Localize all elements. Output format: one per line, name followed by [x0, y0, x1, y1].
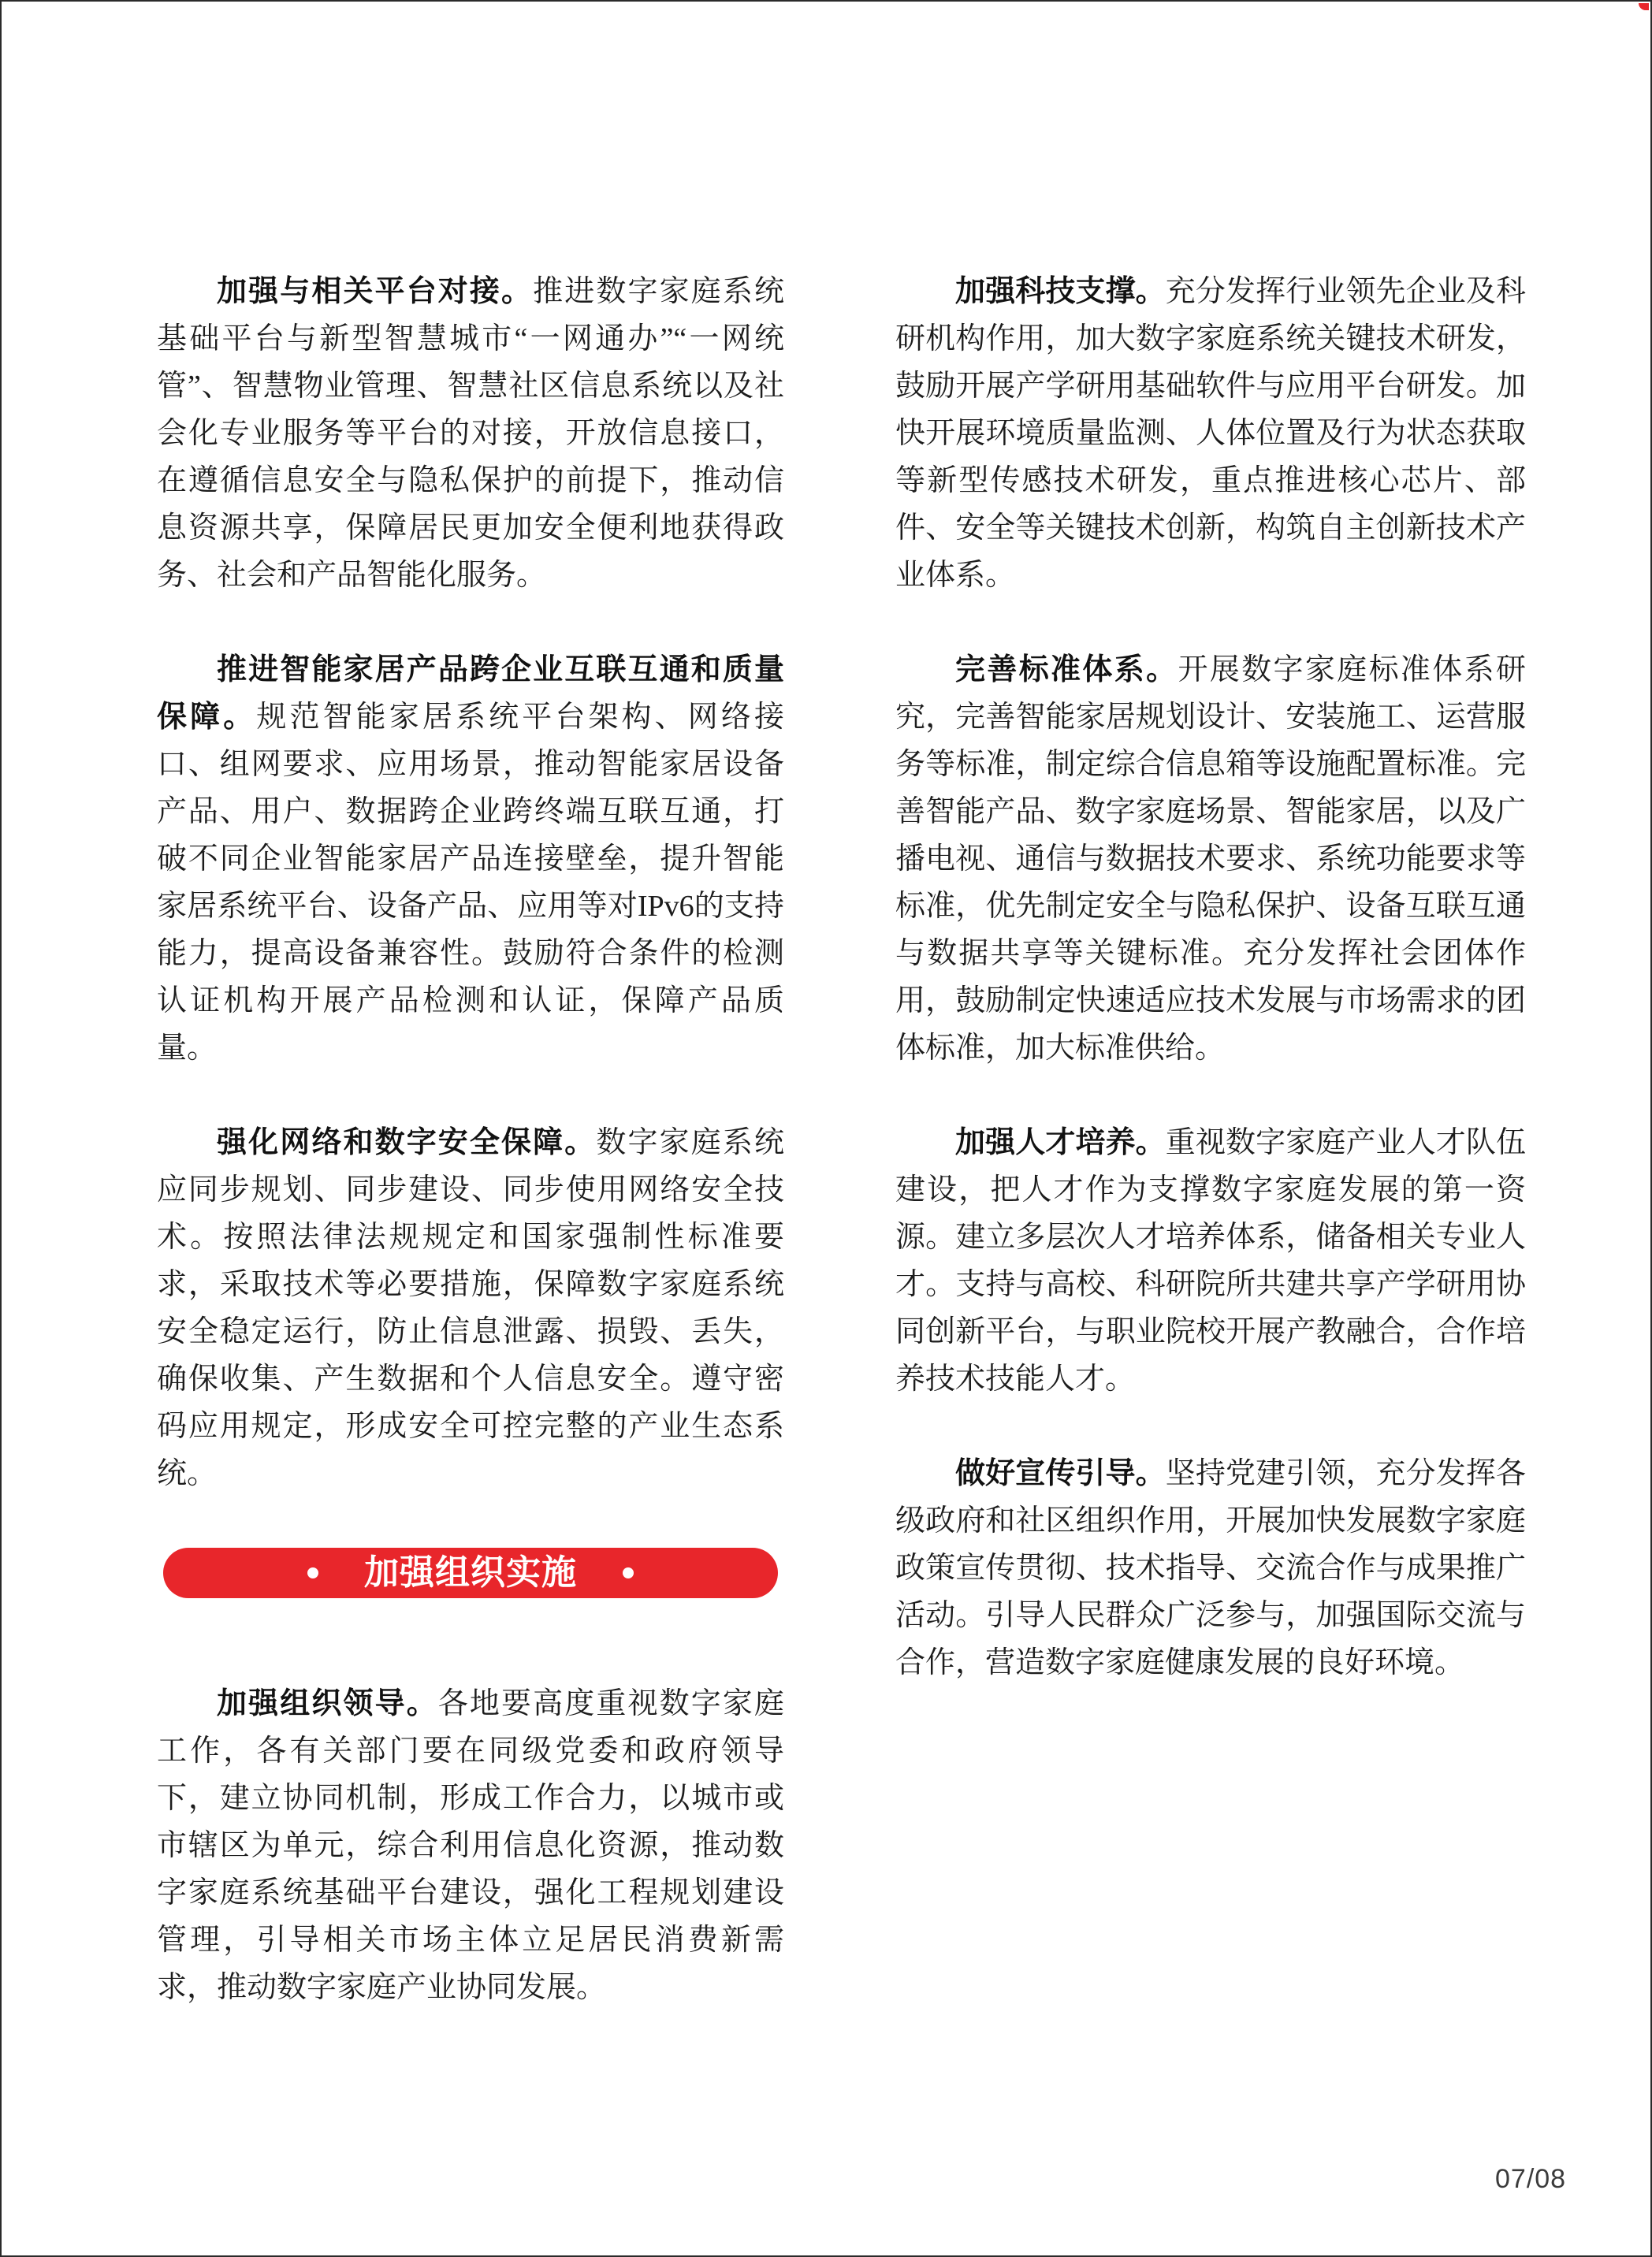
paragraph	[895, 268, 1526, 599]
paragraph	[157, 1680, 784, 2011]
paragraph-lead: 强化网络和数字安全保障。	[217, 1126, 597, 1159]
paragraph-lead: 加强人才培养。	[955, 1126, 1166, 1159]
paragraph	[157, 1119, 784, 1497]
paragraph-lead: 加强与相关平台对接。	[217, 275, 534, 308]
paragraph-body: 开展数字家庭标准体系研究，完善智能家居规划设计、安装施工、运营服务等标准，制定综合信息箱等设施配置标准。完善智能产品、数字家庭场景、智能家居，以及广播电视、通信与数据技术要求、系统功能要求等标准，优先制定安全与隐私保护、设备互联互通与数据共享等关键标准。充分发挥社会团体作用，鼓励制定快速适应技术发展与市场需求的团体标准，加大标准供给。	[895, 653, 1526, 1065]
paragraph	[895, 646, 1526, 1072]
corner-red-mark	[1639, 3, 1649, 10]
paragraph	[157, 268, 784, 599]
section-banner-label: 加强组织实施	[364, 1553, 577, 1592]
left-column	[157, 268, 784, 2058]
page-number: 07/08	[1495, 2164, 1567, 2194]
paragraph-lead: 加强组织领导。	[217, 1687, 438, 1720]
paragraph-body: 坚持党建引领，充分发挥各级政府和社区组织作用，开展加快发展数字家庭政策宣传贯彻、技术指导、交流合作与成果推广活动。引导人民群众广泛参与，加强国际交流与合作，营造数字家庭健康发展的良好环境。	[895, 1457, 1526, 1679]
paragraph-body: 充分发挥行业领先企业及科研机构作用，加大数字家庭系统关键技术研发，鼓励开展产学研用基础软件与应用平台研发。加快开展环境质量监测、人体位置及行为状态获取等新型传感技术研发，重点推进核心芯片、部件、安全等关键技术创新，构筑自主创新技术产业体系。	[895, 275, 1526, 592]
banner-dot-right-icon	[623, 1567, 634, 1578]
paragraph-lead: 推进智能家居产品跨企业互联互通和质量保障。	[157, 653, 784, 734]
paragraph	[157, 646, 784, 1072]
paragraph-lead: 完善标准体系。	[955, 653, 1178, 686]
paragraph-body: 推进数字家庭系统基础平台与新型智慧城市“一网通办”“一网统管”、智慧物业管理、智慧社区信息系统以及社会化专业服务等平台的对接，开放信息接口，在遵循信息安全与隐私保护的前提下，推动信息资源共享，保障居民更加安全便利地获得政务、社会和产品智能化服务。	[157, 275, 784, 592]
banner-dot-left-icon	[307, 1567, 318, 1578]
paragraph-body: 重视数字家庭产业人才队伍建设，把人才作为支撑数字家庭发展的第一资源。建立多层次人才培养体系，储备相关专业人才。支持与高校、科研院所共建共享产学研用协同创新平台，与职业院校开展产教融合，合作培养技术技能人才。	[895, 1126, 1526, 1396]
section-banner	[163, 1548, 778, 1598]
paragraph-lead: 做好宣传引导。	[955, 1457, 1166, 1490]
paragraph	[895, 1450, 1526, 1686]
paragraph-body: 数字家庭系统应同步规划、同步建设、同步使用网络安全技术。按照法律法规规定和国家强制性标准要求，采取技术等必要措施，保障数字家庭系统安全稳定运行，防止信息泄露、损毁、丢失，确保收集、产生数据和个人信息安全。遵守密码应用规定，形成安全可控完整的产业生态系统。	[157, 1126, 784, 1490]
paragraph-lead: 加强科技支撑。	[955, 275, 1166, 308]
paragraph	[895, 1119, 1526, 1403]
paragraph-body: 各地要高度重视数字家庭工作，各有关部门要在同级党委和政府领导下，建立协同机制，形成工作合力，以城市或市辖区为单元，综合利用信息化资源，推动数字家庭系统基础平台建设，强化工程规划建设管理，引导相关市场主体立足居民消费新需求，推动数字家庭产业协同发展。	[157, 1687, 784, 2004]
paragraph-body: 规范智能家居系统平台架构、网络接口、组网要求、应用场景，推动智能家居设备产品、用户、数据跨企业跨终端互联互通，打破不同企业智能家居产品连接壁垒，提升智能家居系统平台、设备产品、应用等对IPv6的支持能力，提高设备兼容性。鼓励符合条件的检测认证机构开展产品检测和认证，保障产品质量。	[157, 701, 784, 1065]
right-column	[895, 268, 1526, 1734]
